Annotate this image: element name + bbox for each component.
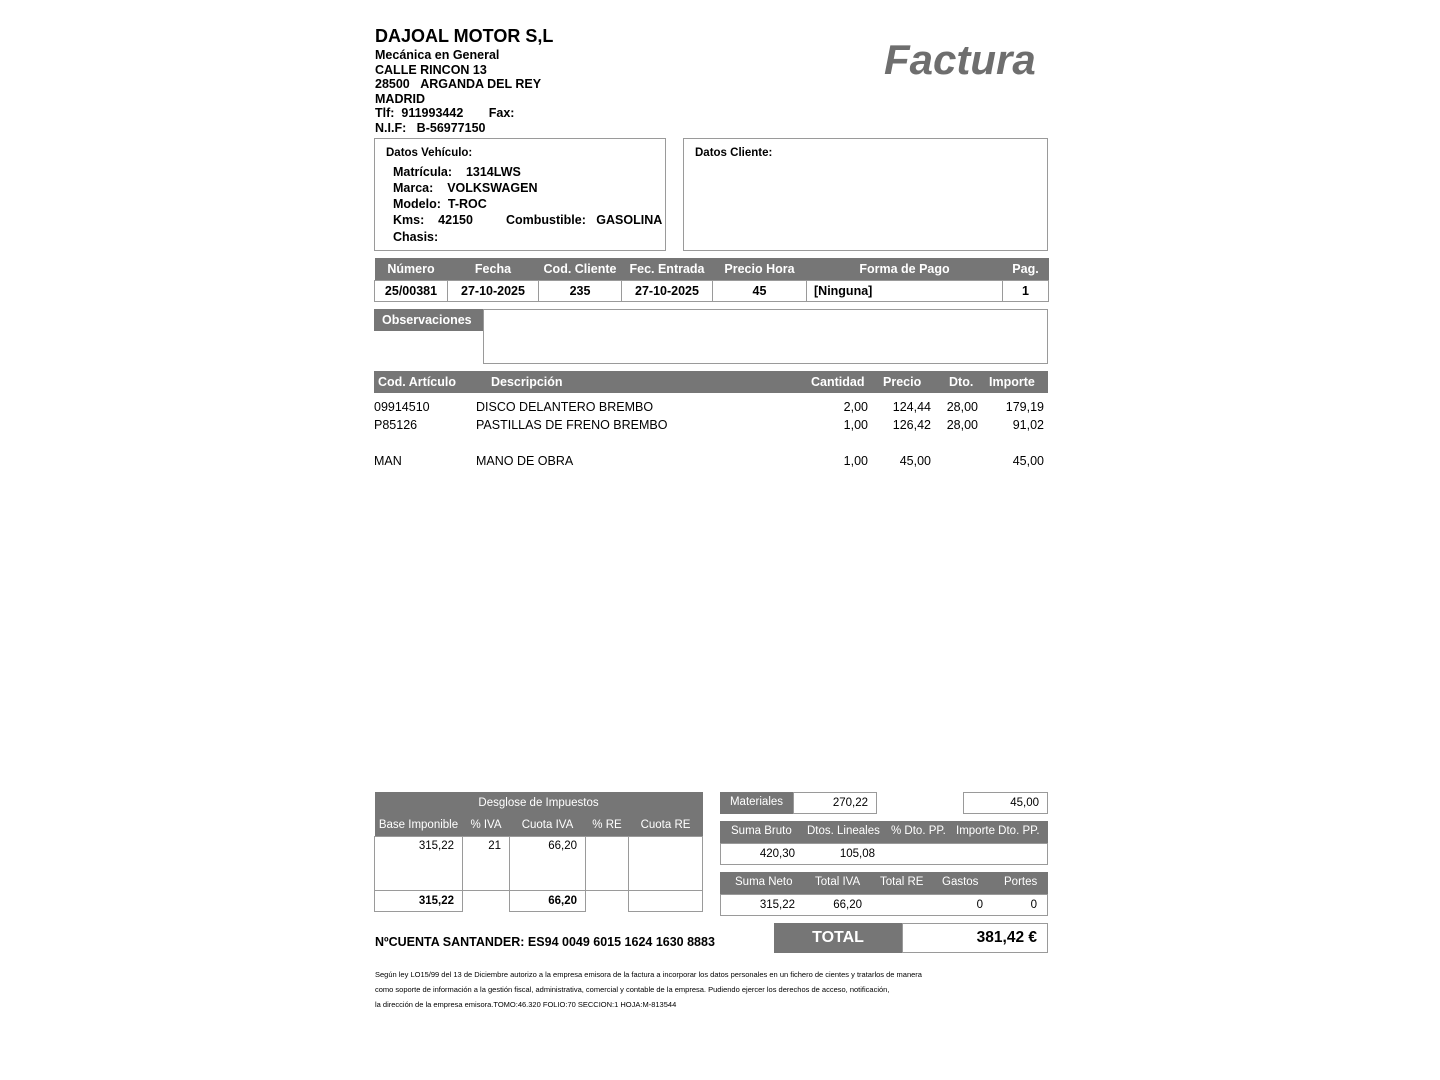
total-label: TOTAL	[774, 923, 902, 953]
line-quantity: 1,00	[843, 454, 868, 468]
line-discount: 28,00	[946, 418, 978, 432]
tax-header-re-amount: Cuota RE	[629, 814, 703, 837]
line-price: 124,44	[892, 400, 931, 414]
company-city-line	[375, 77, 541, 92]
invoice-number: 25/00381	[375, 281, 448, 302]
company-nif-line	[375, 121, 485, 136]
gross-sum-value: 420,30	[759, 848, 795, 860]
line-amount: 45,00	[1012, 454, 1044, 468]
line-quantity: 2,00	[843, 400, 868, 414]
expenses-value: 0	[976, 899, 983, 911]
tax-base-total: 315,22	[375, 891, 463, 912]
page-number: 1	[1003, 281, 1049, 302]
invoice-info-header	[375, 258, 1049, 281]
company-activity: Mecánica en General	[375, 48, 500, 62]
net-summary-header	[720, 872, 1048, 894]
brand-line	[393, 181, 538, 195]
line-discount: 28,00	[946, 400, 978, 414]
tax-re-amount-total	[629, 891, 703, 912]
line-price: 126,42	[892, 418, 931, 432]
company-street: CALLE RINCON 13	[375, 63, 487, 77]
gross-sum-label: Suma Bruto	[731, 825, 792, 837]
gross-summary-values	[720, 843, 1048, 865]
tax-header-vat-pct: % IVA	[463, 814, 510, 837]
header-payment-method: Forma de Pago	[807, 258, 1003, 281]
client-box-title: Datos Cliente:	[695, 147, 773, 159]
phone-label: Tlf:	[375, 106, 395, 120]
line-description: DISCO DELANTERO BREMBO	[476, 400, 654, 414]
invoice-info-values	[375, 281, 1049, 302]
fuel-label: Combustible:	[506, 213, 586, 227]
tax-vat-pct: 21	[463, 837, 510, 891]
pp-discount-amount-label: Importe Dto. PP.	[956, 825, 1040, 837]
line-price: 45,00	[899, 454, 931, 468]
line-description: PASTILLAS DE FRENO BREMBO	[476, 418, 668, 432]
lines-header	[374, 371, 1048, 393]
observations-label: Observaciones	[374, 309, 483, 331]
materials-value: 270,22	[793, 792, 877, 814]
phone-value: 911993442	[401, 106, 464, 120]
shipping-value: 0	[1030, 899, 1037, 911]
net-summary-values	[720, 894, 1048, 916]
header-price: Precio	[883, 375, 922, 389]
legal-text-line: como soporte de información a la gestión fiscal, administrativa, comercial y contable de la empresa. Pudiendo ejercer los derechos de acceso, notificación,	[375, 985, 890, 994]
tax-breakdown-table	[374, 792, 702, 912]
tax-header-re-pct: % RE	[586, 814, 629, 837]
client-code: 235	[539, 281, 622, 302]
fax-label: Fax:	[488, 106, 515, 120]
tax-base: 315,22	[375, 837, 463, 891]
bank-account: NºCUENTA SANTANDER: ES94 0049 6015 1624 1630 8883	[375, 935, 715, 949]
company-city: ARGANDA DEL REY	[420, 77, 542, 91]
kms-label: Kms:	[393, 213, 425, 227]
nif-value: B-56977150	[416, 121, 486, 135]
invoice-date: 27-10-2025	[448, 281, 539, 302]
plate-value: 1314LWS	[465, 165, 521, 179]
invoice-info-table	[374, 258, 1048, 302]
line-item	[374, 400, 1048, 418]
line-amount: 179,19	[1005, 400, 1044, 414]
line-description: MANO DE OBRA	[476, 454, 574, 468]
company-name: DAJOAL MOTOR S,L	[375, 26, 554, 46]
payment-method: [Ninguna]	[807, 281, 1003, 302]
tax-re-pct	[586, 837, 629, 891]
total-re-label: Total RE	[880, 876, 924, 888]
hour-price: 45	[713, 281, 807, 302]
entry-date: 27-10-2025	[622, 281, 713, 302]
brand-value: VOLKSWAGEN	[447, 181, 538, 195]
company-phone-line	[375, 106, 514, 121]
pp-discount-pct-label: % Dto. PP.	[891, 825, 946, 837]
header-discount: Dto.	[949, 375, 974, 389]
vehicle-box-title: Datos Vehículo:	[386, 147, 473, 159]
header-description: Descripción	[491, 375, 563, 389]
company-province: MADRID	[375, 92, 425, 106]
model-value: T-ROC	[447, 197, 487, 211]
observations-box	[483, 309, 1048, 364]
plate-line	[393, 165, 521, 179]
nif-label: N.I.F:	[375, 121, 407, 135]
tax-re-amount	[629, 837, 703, 891]
gross-summary-header	[720, 821, 1048, 843]
line-code: MAN	[374, 454, 402, 468]
model-line	[393, 197, 487, 211]
total-vat-value: 66,20	[833, 899, 862, 911]
kms-value: 42150	[438, 213, 473, 227]
line-code: P85126	[374, 418, 418, 432]
net-sum-label: Suma Neto	[735, 876, 793, 888]
header-hour-price: Precio Hora	[713, 258, 807, 281]
company-postcode: 28500	[375, 77, 410, 91]
shipping-label: Portes	[1004, 876, 1038, 888]
net-sum-value: 315,22	[759, 899, 795, 911]
total-vat-label: Total IVA	[815, 876, 861, 888]
header-page: Pag.	[1003, 258, 1049, 281]
expenses-label: Gastos	[942, 876, 979, 888]
line-discounts-label: Dtos. Lineales	[807, 825, 880, 837]
header-article-code: Cod. Artículo	[378, 375, 457, 389]
line-item	[374, 418, 1048, 436]
materials-label: Materiales	[720, 792, 793, 814]
tax-header-vat-amount: Cuota IVA	[510, 814, 586, 837]
legal-text-line: la dirección de la empresa emisora.TOMO:46.320 FOLIO:70 SECCION:1 HOJA:M-813544	[375, 1000, 677, 1009]
plate-label: Matrícula:	[393, 165, 453, 179]
fuel-value: GASOLINA	[596, 213, 663, 227]
header-client-code: Cod. Cliente	[539, 258, 622, 281]
header-entry-date: Fec. Entrada	[622, 258, 713, 281]
header-date: Fecha	[448, 258, 539, 281]
header-number: Número	[375, 258, 448, 281]
line-discounts-value: 105,08	[839, 848, 875, 860]
tax-vat-pct-total	[463, 891, 510, 912]
tax-breakdown-title: Desglose de Impuestos	[375, 792, 703, 814]
tax-header-base: Base Imponible	[375, 814, 463, 837]
fuel-line	[506, 213, 662, 227]
total-value: 381,42 €	[902, 923, 1048, 953]
line-code: 09914510	[374, 400, 430, 414]
labour-value: 45,00	[963, 792, 1048, 814]
tax-vat-amount-total: 66,20	[510, 891, 586, 912]
chassis-label: Chasis:	[393, 230, 439, 244]
line-amount: 91,02	[1012, 418, 1044, 432]
brand-label: Marca:	[393, 181, 434, 195]
tax-re-pct-total	[586, 891, 629, 912]
tax-vat-amount: 66,20	[510, 837, 586, 891]
model-label: Modelo:	[393, 197, 441, 211]
kms-line	[393, 213, 473, 227]
line-item	[374, 454, 1048, 472]
header-quantity: Cantidad	[811, 375, 865, 389]
line-quantity: 1,00	[843, 418, 868, 432]
vehicle-data-box	[374, 138, 666, 251]
client-data-box	[683, 138, 1048, 251]
document-title: Factura	[884, 36, 1036, 83]
header-amount: Importe	[989, 375, 1035, 389]
legal-text-line: Según ley LO15/99 del 13 de Diciembre autorizo a la empresa emisora de la factura a incorporar los datos personales en un fichero de cientes y tratarlos de manera	[375, 970, 922, 979]
